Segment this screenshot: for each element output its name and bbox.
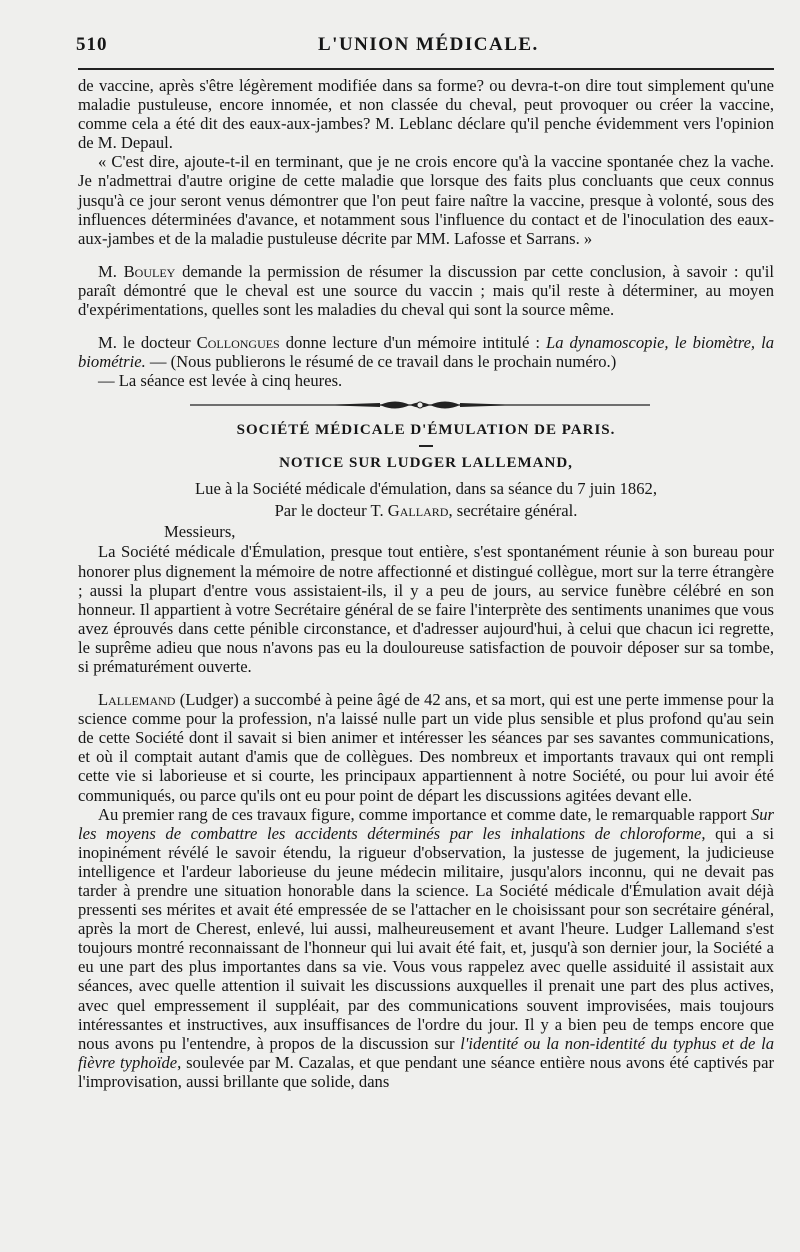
journal-title: L'UNION MÉDICALE. [318,34,539,55]
society-title: SOCIÉTÉ MÉDICALE D'ÉMULATION DE PARIS. [236,422,616,439]
paragraph-gap [78,248,774,262]
page-number: 510 [76,34,108,55]
speaker-bouley: M. Bouley [98,261,176,281]
lallemand-name: Lallemand [98,690,176,710]
running-head [78,30,774,58]
typhus-discussion-title: l'identité ou la non-identité du typhus et de la fièvre typhoïde [78,1033,774,1072]
read-at-line: Lue à la Société médicale d'émulation, dans sa séance du 7 juin 1862, [195,479,657,499]
short-rule [419,445,433,447]
memoir-title: La dynamoscopie, le biomètre, la biométrie. [78,333,774,372]
author-name: Gallard [387,501,449,521]
discussion-paragraph-2: « C'est dire, ajoute-t-il en terminant, que je ne crois encore qu'à la vaccine spontanée chez la vache. Je n'admettrai d'autre origine de cette maladie que lorsque des faits plus concluants que ceux connus jusqu'à ce jour seront venus démontrer que l'on peut faire naître la vaccine, presque à volonté, sous des influences déterminées d'avance, et notamment sous l'influence du contact et de l'inoculation des eaux-aux-jambes et de la maladie pustuleuse décrite par MM. Lafosse et Sarrans. » [78,152,774,248]
collongues-lead: M. le docteur [98,333,191,353]
eulogy-paragraph-3 [78,805,774,1091]
eulogy-paragraph-2 [78,690,774,805]
speaker-collongues: Collongues [196,333,280,353]
discussion-paragraph-3 [78,262,774,319]
paragraph-gap [78,676,774,690]
byline-lead: Par le docteur T. [274,501,384,521]
salutation: Messieurs, [164,522,236,542]
eulogy-paragraph-2-text: (Ludger) a succombé à peine âgé de 42 ans, et sa mort, qui est une perte immense pour la science comme pour la profession, n'a laissé nulle part un vide plus sensible et plus profond qu'au sein de cette Société dont il savait si bien animer et intéresser les séances par ses savantes communications, et où il comptait autant d'amis que de collègues. Des nombreux et importants travaux qui ont rempli cette vie si laborieuse et si courte, les principaux appartiennent à notre Société, ou pour lui avoir été communiqués, ou parce qu'ils ont eu pour point de départ les discussions agitées devant elle. [78,690,774,805]
byline-tail: , secrétaire général. [448,501,578,521]
eulogy-paragraph-3-tail: , soulevée par M. Cazalas, et que pendant une séance entière nous avons été captivés par l'improvisation, aussi brillante que solide, dans [78,1052,774,1091]
collongues-note: — (Nous publierons le résumé de ce travail dans le prochain numéro.) [149,352,617,372]
byline [78,500,774,522]
notice-title: NOTICE SUR LUDGER LALLEMAND, [279,455,573,472]
discussion-paragraph-1: de vaccine, après s'être légèrement modifiée dans sa forme? ou devra-t-on dire tout simplement qu'une maladie pustuleuse, encore innomée, et non classée du cheval, peut provoquer ou créer la vaccine, comme cela a été dit des eaux-aux-jambes? M. Leblanc déclare qu'il penche évidemment vers l'opinion de M. Depaul. [78,76,774,153]
eulogy-paragraph-3-text: qui a si inopinément révélé le savoir étendu, la rigueur d'observation, la justesse de jugement, la judicieuse intelligence et l'ardeur laborieuse du jeune médecin militaire, jusqu'alors inconnu, qui ne devait pas tarder à prendre une situation honorable dans la science. La Société médicale d'Émulation avait déjà pressenti ses mérites et avait été empressée de se l'attacher en le choisissant pour son secrétaire général, après la mort de Cherest, enlevé, lui aussi, malheureusement et avant l'heure. Ludger Lallemand s'est toujours montré reconnaissant de l'honneur qui lui avait été fait, et, jusqu'à son dernier jour, la Société a eu une part des plus importantes dans sa vie. Vous vous rappelez avec quelle assiduité il assistait aux séances, avec quelle attention il suivait les discussions auxquelles il prenait une part des plus actives, avec quel empressement il suppléait, par des communications souvent improvisées, mais toujours intéressantes et instructives, aux insuffisances de l'ordre du jour. Il y a bien peu de temps encore que nous avons pu l'entendre, à propos de la discussion sur [78,823,774,1053]
collongues-text: donne lecture d'un mémoire intitulé : [285,333,540,353]
ornamental-rule-icon [190,398,650,412]
session-closed: — La séance est levée à cinq heures. [98,371,343,391]
eulogy-paragraph-1: La Société médicale d'Émulation, presque tout entière, s'est spontanément réunie à son bureau pour honorer plus dignement la mémoire de notre affectionné et distingué collègue, mort sur la terre étrangère ; aussi la plupart d'entre vous assistaient-ils, il y a peu de jours, au service funèbre célébré en son honneur. Il appartient à votre Secrétaire général de se faire l'interprète des sentiments unanimes que vous avez éprouvés dans cette pénible circonstance, et d'adresser aujourd'hui, à celui que chacun ici regrette, le suprême adieu que nous n'avons pas eu la douloureuse satisfaction de pouvoir déposer sur sa tombe, si prématurément ouverte. [78,542,774,676]
eulogy-paragraph-3-lead: Au premier rang de ces travaux figure, comme importance et comme date, le remarquable rapport [98,804,747,824]
discussion-paragraph-4 [78,333,774,371]
paragraph-gap [78,319,774,333]
header-rule [78,68,774,70]
bouley-conclusion: demande la permission de résumer la discussion par cette conclusion, à savoir : qu'il paraît démontré que le cheval est une source du vaccin ; mais qu'il reste à déterminer, au moyen d'expérimentations, quelles sont les maladies du cheval qui sont la source même. [78,261,775,320]
chloroform-report-title: Sur les moyens de combattre les accidents déterminés par les inhalations de chloroforme, [78,804,774,843]
